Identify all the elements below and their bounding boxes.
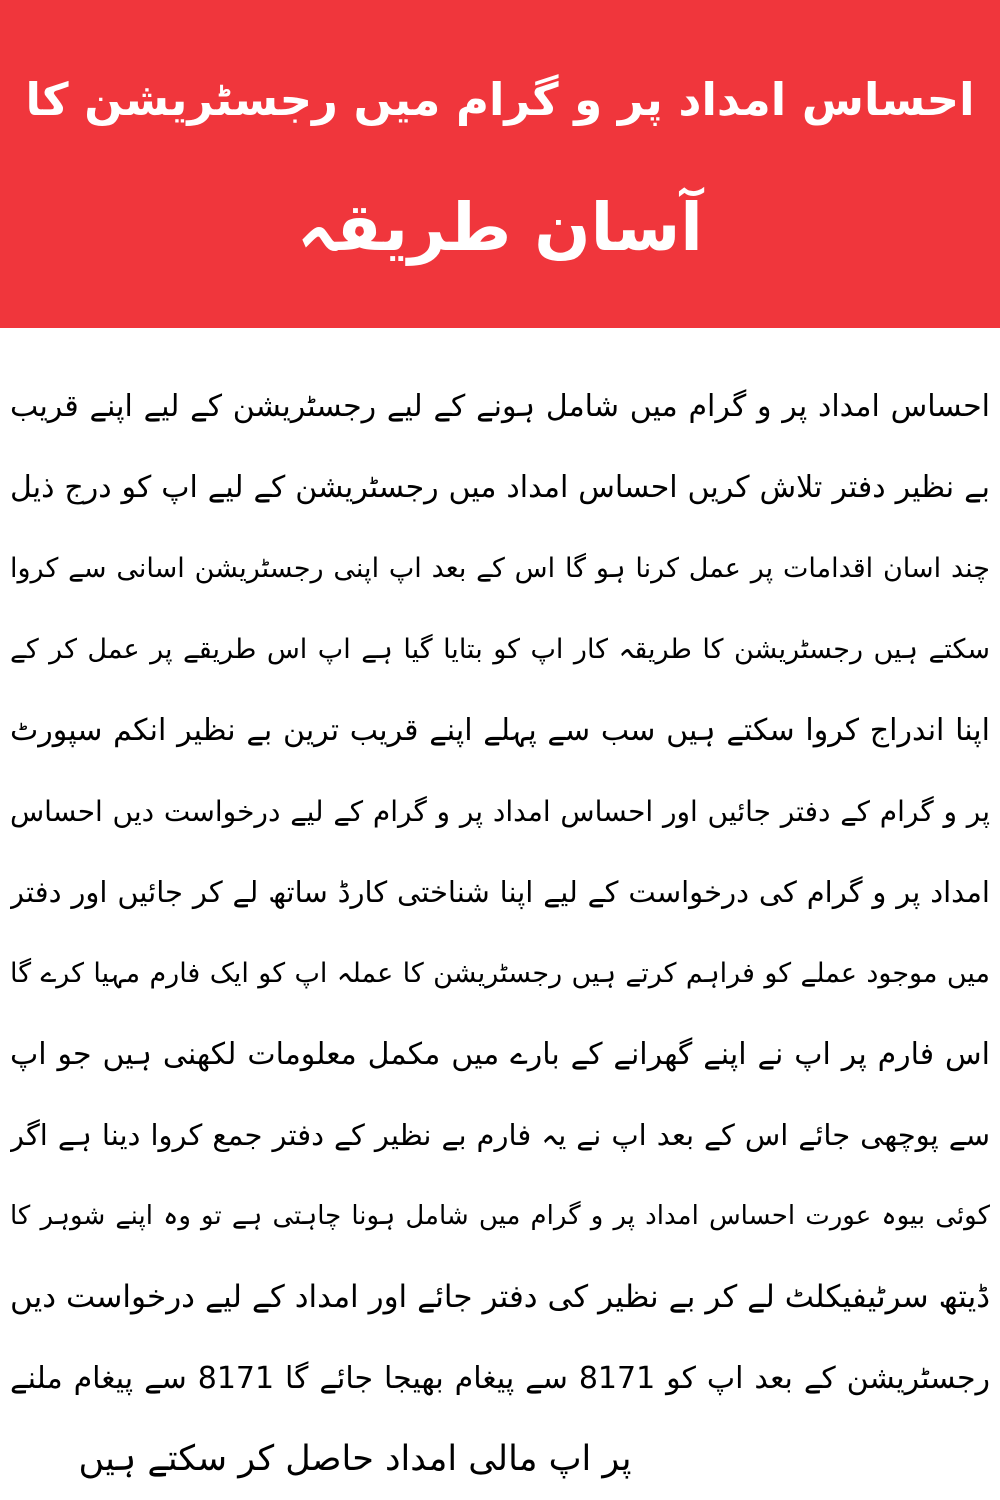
article-line: کوئی بیوہ عورت احساس امداد پر و گرام میں شامل ہونا چاہتی ہے تو وہ اپنے شوہر کا <box>10 1201 990 1231</box>
article-line: بے نظیر دفتر تلاش کریں احساس امداد میں رجسٹریشن کے لیے اپ کو درج ذیل <box>10 470 990 505</box>
article-line: پر و گرام کے دفتر جائیں اور احساس امداد پر و گرام کے لیے درخواست دیں احساس <box>10 795 990 828</box>
article-line: سکتے ہیں رجسٹریشن کا طریقہ کار اپ کو بتایا گیا ہے اپ اس طریقے پر عمل کر کے <box>10 634 990 665</box>
article-line: امداد پر و گرام کی درخواست کے لیے اپنا شناختی کارڈ ساتھ لے کر جائیں اور دفتر <box>10 875 990 909</box>
title-banner <box>0 0 1000 328</box>
article-line: چند اسان اقدامات پر عمل کرنا ہو گا اس کے بعد اپ اپنی رجسٹریشن اسانی سے کروا <box>10 553 990 584</box>
article-line: سے پوچھی جائے اس کے بعد اپ نے یہ فارم بے نظیر کے دفتر جمع کروا دینا ہے اگر <box>10 1118 990 1152</box>
article-line: اپنا اندراج کروا سکتے ہیں سب سے پہلے اپنے قریب ترین بے نظیر انکم سپورٹ <box>10 713 990 748</box>
article-body <box>10 366 990 1500</box>
title-line-1: احساس امداد پر و گرام میں رجسٹریشن کا <box>25 73 975 126</box>
article-line: اس فارم پر اپ نے اپنے گھرانے کے بارے میں مکمل معلومات لکھنی ہیں جو اپ <box>10 1037 990 1072</box>
title-line-2: آسان طریقہ <box>297 189 703 266</box>
article-line: ڈیتھ سرٹیفیکلٹ لے کر بے نظیر کی دفتر جائے اور امداد کے لیے درخواست دیں <box>10 1279 990 1315</box>
article-line: میں موجود عملے کو فراہم کرتے ہیں رجسٹریشن کا عملہ اپ کو ایک فارم مہیا کرے گا <box>10 958 990 989</box>
article-line-last: پر اپ مالی امداد حاصل کر سکتے ہیں <box>78 1439 632 1479</box>
article-line: احساس امداد پر و گرام میں شامل ہونے کے لیے رجسٹریشن کے لیے اپنے قریب <box>10 389 990 424</box>
article-line: رجسٹریشن کے بعد اپ کو 8171 سے پیغام بھیجا جائے گا 8171 سے پیغام ملنے <box>10 1361 990 1396</box>
